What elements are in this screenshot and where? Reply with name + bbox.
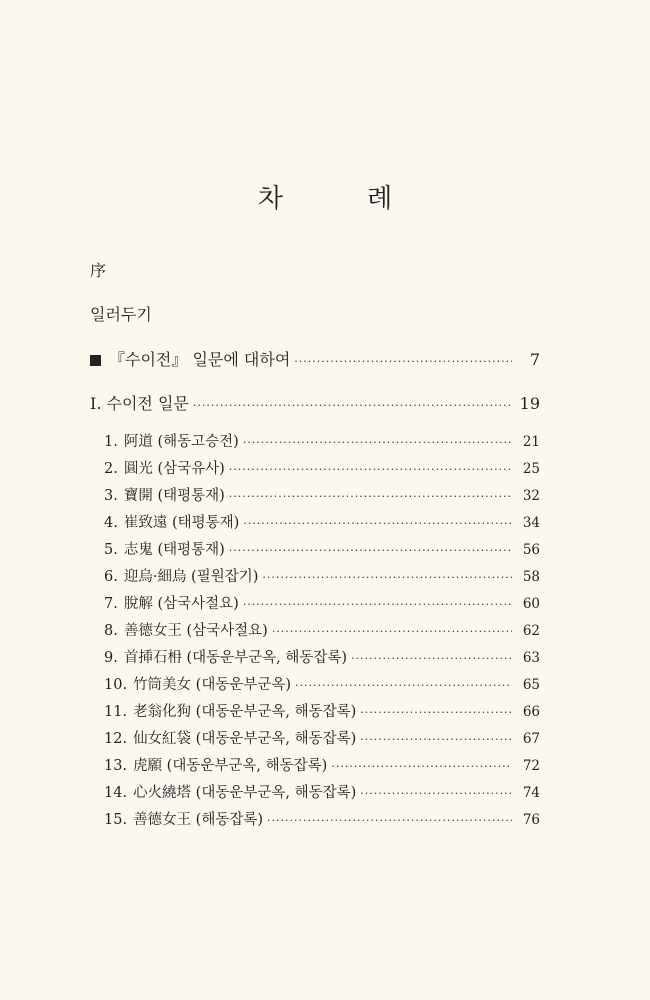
- dot-leader: [243, 517, 512, 530]
- toc-entry-row: [104, 619, 540, 640]
- dot-leader: [294, 355, 512, 368]
- toc-entry-row: [104, 430, 540, 451]
- toc-entry-row: [104, 727, 540, 748]
- dot-leader: [360, 787, 512, 800]
- entry-number: 2.: [104, 461, 118, 477]
- page-number: 72: [522, 758, 540, 774]
- preface-heading: 序: [90, 261, 107, 280]
- dot-leader: [193, 399, 512, 412]
- page-number: 25: [522, 461, 540, 477]
- toc-entry-row: [104, 781, 540, 802]
- entry-title: 寶開 (태평통재): [123, 488, 225, 504]
- dot-leader: [360, 733, 512, 746]
- entry-number: 1.: [104, 434, 118, 450]
- entry-title: 善德女王 (해동잡록): [133, 812, 264, 828]
- toc-entry-row: [104, 592, 540, 613]
- page-number: 74: [522, 785, 540, 801]
- toc-entry-row: [104, 511, 540, 532]
- dot-leader: [229, 544, 512, 557]
- entry-title: 老翁化狗 (대동운부군옥, 해동잡록): [133, 704, 357, 720]
- entry-number: 13.: [104, 758, 128, 774]
- toc-entry-row: [104, 538, 540, 559]
- entry-title: 心火繞塔 (대동운부군옥, 해동잡록): [133, 785, 357, 801]
- toc-entry-row: [104, 646, 540, 667]
- entry-number: 10.: [104, 677, 128, 693]
- page-number: 76: [522, 812, 540, 828]
- entry-title: 崔致遠 (태평통재): [123, 515, 240, 531]
- page-number: 56: [522, 542, 540, 558]
- entry-number: 12.: [104, 731, 128, 747]
- dot-leader: [331, 760, 512, 773]
- entry-title: 迎烏·細烏 (필원잡기): [123, 569, 259, 585]
- toc-entry-row: [104, 484, 540, 505]
- entry-number: 15.: [104, 812, 128, 828]
- entry-number: 14.: [104, 785, 128, 801]
- page-title: 차 례: [257, 184, 431, 214]
- toc-section-row: [90, 391, 540, 414]
- dot-leader: [272, 625, 512, 638]
- entry-number: 3.: [104, 488, 118, 504]
- square-bullet-icon: [90, 355, 101, 366]
- dot-leader: [229, 463, 512, 476]
- toc-entry-row: [104, 457, 540, 478]
- page-number: 58: [522, 569, 540, 585]
- entry-title: 虎願 (대동운부군옥, 해동잡록): [133, 758, 328, 774]
- page-number: 60: [522, 596, 540, 612]
- entry-number: 7.: [104, 596, 118, 612]
- toc-section-row: [90, 347, 540, 370]
- page-number: 63: [522, 650, 540, 666]
- toc-entry-row: [104, 700, 540, 721]
- page-number: 65: [522, 677, 540, 693]
- page-number: 32: [522, 488, 540, 504]
- entry-number: 11.: [104, 704, 128, 720]
- dot-leader: [351, 652, 512, 665]
- dot-leader: [360, 706, 512, 719]
- entry-title: 阿道 (해동고승전): [123, 434, 239, 450]
- entry-title: 仙女紅袋 (대동운부군옥, 해동잡록): [133, 731, 357, 747]
- notes-heading: 일러두기: [90, 305, 152, 324]
- entry-title: 竹筒美女 (대동운부군옥): [133, 677, 292, 693]
- section-label: 『수이전』 일문에 대하여: [109, 350, 291, 369]
- dot-leader: [229, 490, 512, 503]
- dot-leader: [262, 571, 512, 584]
- page-number: 66: [522, 704, 540, 720]
- dot-leader: [243, 598, 512, 611]
- entry-title: 圓光 (삼국유사): [123, 461, 225, 477]
- dot-leader: [295, 679, 512, 692]
- page-number: 62: [522, 623, 540, 639]
- page-number: 34: [522, 515, 540, 531]
- entry-number: 9.: [104, 650, 118, 666]
- page-number: 21: [522, 434, 540, 450]
- page-number: 7: [529, 350, 540, 369]
- entry-title: 首揷石枏 (대동운부군옥, 해동잡록): [123, 650, 348, 666]
- dot-leader: [267, 814, 512, 827]
- page-number: 19: [519, 394, 540, 413]
- entry-title: 志鬼 (태평통재): [123, 542, 225, 558]
- dot-leader: [243, 436, 512, 449]
- entry-title: 善德女王 (삼국사절요): [123, 623, 268, 639]
- toc-entry-row: [104, 754, 540, 775]
- entry-number: 5.: [104, 542, 118, 558]
- page-number: 67: [522, 731, 540, 747]
- entry-number: 6.: [104, 569, 118, 585]
- toc-entry-row: [104, 808, 540, 829]
- entry-number: 8.: [104, 623, 118, 639]
- section-label: Ⅰ. 수이전 일문: [90, 394, 189, 413]
- toc-entry-row: [104, 673, 540, 694]
- entry-title: 脫解 (삼국사절요): [123, 596, 239, 612]
- entry-number: 4.: [104, 515, 118, 531]
- toc-entry-row: [104, 565, 540, 586]
